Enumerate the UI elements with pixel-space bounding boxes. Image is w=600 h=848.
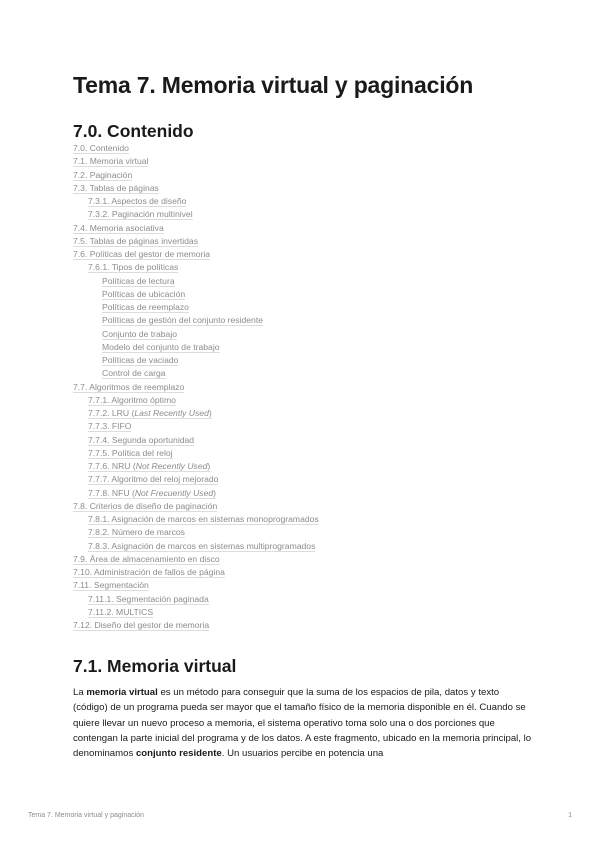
toc-item: [73, 301, 319, 314]
toc-link[interactable]: 7.8. Criterios de diseño de paginación: [73, 500, 218, 511]
toc-link[interactable]: Políticas de lectura: [102, 275, 175, 286]
toc-link[interactable]: 7.6.1. Tipos de políticas: [88, 262, 179, 273]
toc-item: [73, 261, 319, 274]
toc-item: [73, 208, 319, 221]
toc-link[interactable]: 7.12. Diseño del gestor de memoria: [73, 620, 210, 630]
paragraph-intro: La: [73, 687, 87, 698]
toc-item: [73, 288, 319, 301]
toc-link[interactable]: 7.8.1. Asignación de marcos en sistemas monoprogramados: [88, 514, 319, 524]
toc-item: [73, 420, 319, 433]
toc-item: [73, 367, 319, 380]
toc-item: [73, 195, 319, 208]
toc-link[interactable]: 7.3.2. Paginación multinivel: [88, 209, 193, 220]
toc-item: [73, 473, 319, 486]
toc-link[interactable]: 7.5. Tablas de páginas invertidas: [73, 235, 199, 246]
toc-item: [73, 513, 319, 526]
toc-item: [73, 526, 319, 539]
toc-link[interactable]: 7.7.7. Algoritmo del reloj mejorado: [88, 474, 219, 485]
toc-item: [73, 407, 319, 420]
toc-link[interactable]: 7.9. Área de almacenamiento en disco: [73, 553, 220, 564]
toc-link[interactable]: 7.4. Memoria asociativa: [73, 222, 164, 233]
toc-link[interactable]: 7.8.3. Asignación de marcos en sistemas multiprogramados: [88, 540, 316, 551]
toc-link[interactable]: 7.11. Segmentación: [73, 580, 149, 591]
toc-link[interactable]: 7.3. Tablas de páginas: [73, 182, 159, 193]
toc-link[interactable]: 7.7.8. NFU (Not Frecuently Used): [88, 487, 217, 498]
toc-item: [73, 381, 319, 394]
toc-link[interactable]: 7.1. Memoria virtual: [73, 156, 149, 167]
term-conjunto-residente: conjunto residente: [135, 748, 222, 760]
toc-link[interactable]: Políticas de ubicación: [102, 288, 186, 299]
toc-item: [73, 354, 319, 367]
toc-link[interactable]: 7.6. Políticas del gestor de memoria: [73, 249, 211, 259]
toc-item: [73, 275, 319, 288]
toc-link[interactable]: Control de carga: [102, 368, 166, 379]
toc-link[interactable]: 7.0. Contenido: [73, 143, 129, 153]
toc-link[interactable]: 7.7.4. Segunda oportunidad: [88, 434, 195, 445]
table-of-contents: [73, 142, 319, 632]
toc-link[interactable]: 7.7.3. FIFO: [88, 421, 132, 432]
toc-link[interactable]: 7.7.1. Algoritmo óptimo: [88, 394, 176, 405]
term-memoria-virtual: memoria virtual: [86, 687, 158, 698]
toc-link[interactable]: 7.7.6. NRU (Not Recently Used): [88, 461, 211, 471]
toc-link[interactable]: 7.7.5. Política del reloj: [88, 447, 173, 458]
toc-item: [73, 606, 319, 619]
toc-item: [73, 593, 319, 606]
section-heading-memoria-virtual: 7.1. Memoria virtual: [73, 656, 237, 676]
toc-item: [73, 314, 319, 327]
toc-item: [73, 487, 319, 500]
toc-link[interactable]: 7.8.2. Número de marcos: [88, 527, 185, 538]
toc-item: [73, 235, 319, 248]
toc-item: [73, 248, 319, 261]
toc-item: [73, 155, 319, 168]
toc-item: [73, 579, 319, 592]
toc-item: [73, 619, 319, 632]
toc-link[interactable]: 7.3.1. Aspectos de diseño: [88, 196, 187, 206]
toc-link[interactable]: 7.10. Administración de fallos de página: [73, 567, 225, 577]
contents-heading: 7.0. Contenido: [73, 121, 194, 141]
toc-item: [73, 142, 319, 155]
toc-item: [73, 566, 319, 579]
page-number: 1: [568, 812, 572, 819]
toc-item: [73, 169, 319, 182]
toc-link[interactable]: Políticas de reemplazo: [102, 302, 189, 312]
toc-item: [73, 394, 319, 407]
toc-item: [73, 434, 319, 447]
footer-title: Tema 7. Memoria virtual y paginación: [28, 812, 144, 819]
section-paragraph: [73, 685, 533, 761]
paragraph-middle: es un método para conseguir que la suma de los espacios de pila, datos y texto (código) de un programa pueda ser mayor que el tamaño físico de la memoria disponible en él. Cuando se quiere llevar un nuevo proceso a memoria, el sistema operativo toma solo una o dos porciones que contengan la parte inicial del programa y de los datos. A este fragmento, ubicado en la memoria principal, lo denominamos: [73, 687, 532, 760]
toc-link[interactable]: Políticas de gestión del conjunto residente: [102, 315, 263, 326]
toc-link[interactable]: Políticas de vaciado: [102, 355, 179, 365]
toc-item: [73, 540, 319, 553]
toc-item: [73, 553, 319, 566]
toc-link[interactable]: 7.7. Algoritmos de reemplazo: [73, 381, 185, 392]
toc-item: [73, 341, 319, 354]
toc-link[interactable]: 7.7.2. LRU (Last Recently Used): [88, 408, 212, 418]
toc-item: [73, 447, 319, 460]
toc-item: [73, 222, 319, 235]
toc-link[interactable]: Conjunto de trabajo: [102, 328, 178, 339]
toc-item: [73, 500, 319, 513]
page-title: Tema 7. Memoria virtual y paginación: [73, 72, 474, 98]
toc-link[interactable]: Modelo del conjunto de trabajo: [102, 341, 220, 352]
toc-link[interactable]: 7.11.1. Segmentación paginada: [88, 593, 209, 604]
toc-link[interactable]: 7.2. Paginación: [73, 169, 133, 180]
toc-item: [73, 460, 319, 473]
paragraph-end: . Un usuarios percibe en potencia una: [221, 748, 384, 760]
toc-item: [73, 328, 319, 341]
toc-item: [73, 182, 319, 195]
toc-link[interactable]: 7.11.2. MULTICS: [88, 606, 154, 617]
